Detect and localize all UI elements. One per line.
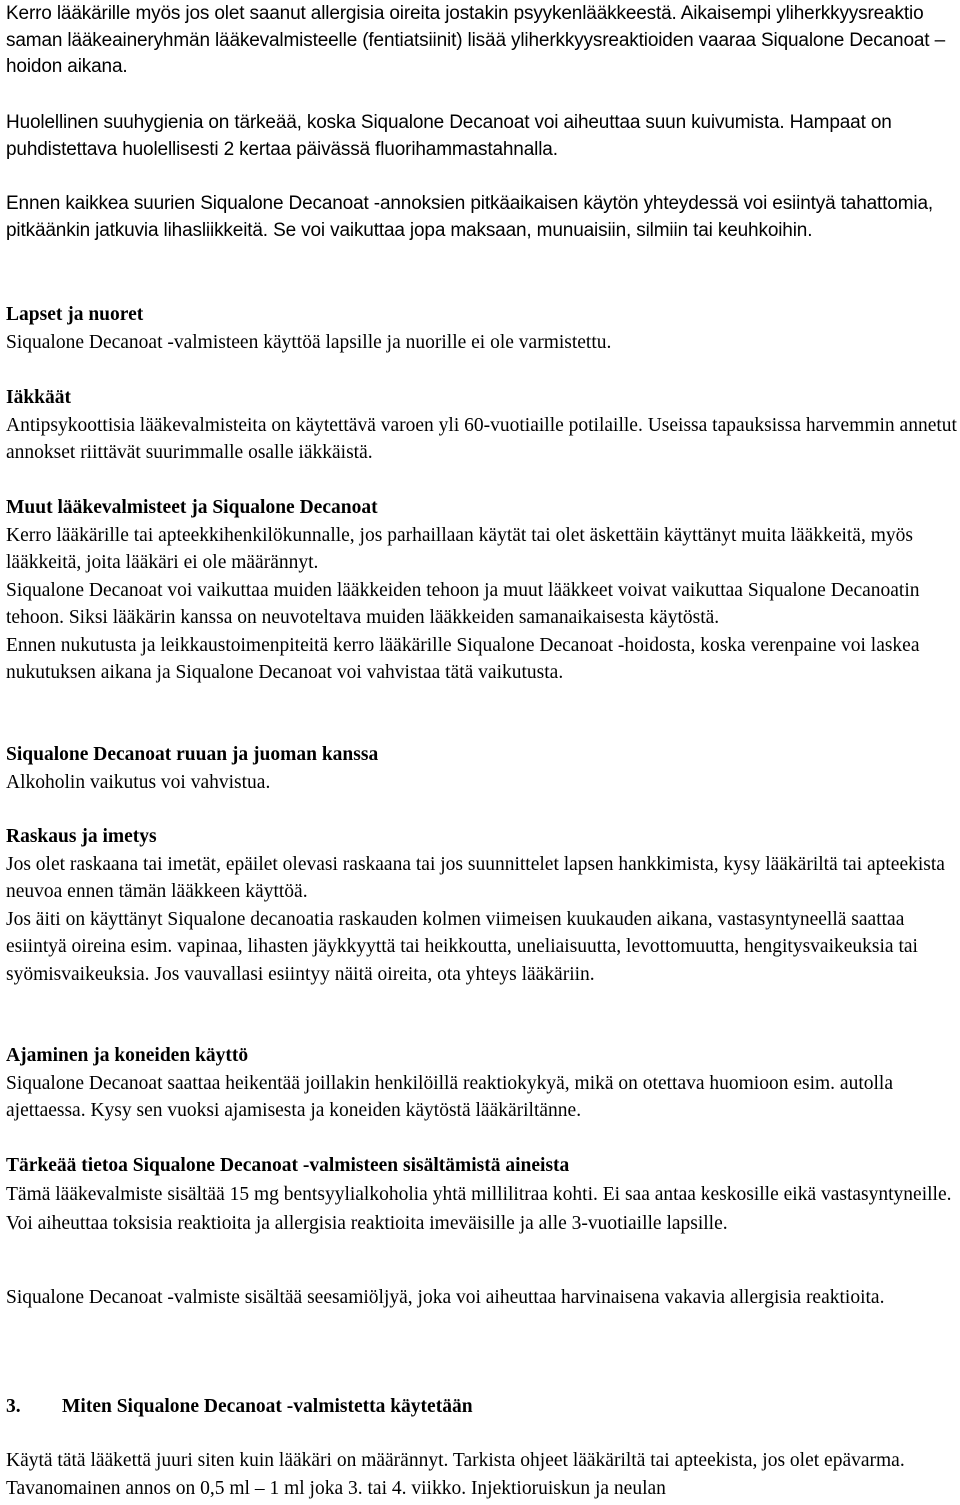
food-text: Alkoholin vaikutus voi vahvistua. xyxy=(6,771,271,793)
ingredients-paragraph-2: Siqualone Decanoat -valmiste sisältää seesamiöljyä, joka voi aiheuttaa harvinaisena vakavia allergisia reaktioita. xyxy=(6,1287,885,1308)
section-3-text: Käytä tätä lääkettä juuri siten kuin lääkäri on määrännyt. Tarkista ohjeet lääkäriltä tai apteekista, jos olet epävarma. Tavanomainen annos on 0,5 ml – 1 ml joka 3. tai 4. viikko. Injektioruiskun ja neulan xyxy=(6,1450,905,1499)
intro-paragraph-oral-hygiene: Huolellinen suuhygienia on tärkeää, koska Siqualone Decanoat voi aiheuttaa suun kuivumista. Hampaat on puhdistettava huolellisesti 2 kertaa päivässä fluorihammastahnalla. xyxy=(6,112,892,160)
elderly-text: Antipsykoottisia lääkevalmisteita on käytettävä varoen yli 60-vuotiaille potilaille. Useissa tapauksissa harvemmin annetut annokset riittävät suurimmalle osalle iäkkäistä. xyxy=(6,414,957,463)
other-medicines-heading: Muut lääkevalmisteet ja Siqualone Decanoat xyxy=(6,497,378,518)
intro-paragraph-muscle-movements: Ennen kaikkea suurien Siqualone Decanoat -annoksien pitkäaikaisen käytön yhteydessä voi esiintyä tahattomia, pitkäänkin jatkuvia lihasliikkeitä. Se voi vaikuttaa jopa maksaan, munuaisiin, silmiin tai keuhkoihin. xyxy=(6,193,933,241)
other-medicines-paragraph-2: Siqualone Decanoat voi vaikuttaa muiden lääkkeiden tehoon ja muut lääkkeet voivat vaikuttaa Siqualone Decanoatin tehoon. Siksi lääkärin kanssa on neuvoteltava muiden lääkkeiden samanaikaisesta käytöstä. xyxy=(6,579,920,628)
section-elderly xyxy=(6,384,958,467)
pregnancy-heading: Raskaus ja imetys xyxy=(6,826,157,847)
children-heading: Lapset ja nuoret xyxy=(6,304,144,325)
section-food-drink xyxy=(6,741,958,796)
other-medicines-paragraph-3: Ennen nukutusta ja leikkaustoimenpiteitä kerro lääkärille Siqualone Decanoat -hoidosta, koska verenpaine voi laskea nukutuksen aikana ja Siqualone Decanoat voi vahvistaa tätä vaikutusta. xyxy=(6,634,920,683)
driving-text: Siqualone Decanoat saattaa heikentää joillakin henkilöillä reaktiokykyä, mikä on otettava huomioon esim. autolla ajettaessa. Kysy sen vuoksi ajamisesta ja koneiden käytöstä lääkäriltänne. xyxy=(6,1072,893,1121)
section-3-heading xyxy=(6,1393,958,1421)
driving-heading: Ajaminen ja koneiden käyttö xyxy=(6,1045,249,1066)
section-3-title: Miten Siqualone Decanoat -valmistetta käytetään xyxy=(62,1396,473,1417)
section-pregnancy xyxy=(6,823,958,988)
ingredients-heading: Tärkeää tietoa Siqualone Decanoat -valmisteen sisältämistä aineista xyxy=(6,1155,570,1176)
ingredients-paragraph-1: Tämä lääkevalmiste sisältää 15 mg bentsyylialkoholia yhtä millilitraa kohti. Ei saa antaa keskosille eikä vastasyntyneille. Voi aiheuttaa toksisia reaktioita ja allergisia reaktioita imeväisille ja alle 3-vuotiaille lapsille. xyxy=(6,1183,952,1234)
other-medicines-paragraph-1: Kerro lääkärille tai apteekkihenkilökunnalle, jos parhaillaan käytät tai olet äskettäin käyttänyt muita lääkkeitä, myös lääkkeitä, joita lääkäri ei ole määrännyt. xyxy=(6,524,913,573)
section-driving xyxy=(6,1042,958,1125)
children-text: Siqualone Decanoat -valmisteen käyttöä lapsille ja nuorille ei ole varmistettu. xyxy=(6,331,612,353)
section-3-number: 3. xyxy=(6,1396,21,1417)
food-heading: Siqualone Decanoat ruuan ja juoman kanssa xyxy=(6,744,379,765)
section-children xyxy=(6,301,958,356)
section-other-medicines xyxy=(6,494,958,687)
pregnancy-paragraph-1: Jos olet raskaana tai imetät, epäilet olevasi raskaana tai jos suunnittelet lapsen hankkimista, kysy lääkäriltä tai apteekista neuvoa ennen tämän lääkkeen käyttöä. xyxy=(6,853,945,902)
intro-paragraph-allergy: Kerro lääkärille myös jos olet saanut allergisia oireita jostakin psyykenlääkkeestä. Aikaisempi yliherkkyysreaktio saman lääkeaineryhmän lääkevalmisteelle (fentiatsiinit) lisää yliherkkyysreaktioiden vaaraa Siqualone Decanoat –hoidon aikana. xyxy=(6,3,945,77)
pregnancy-paragraph-2: Jos äiti on käyttänyt Siqualone decanoatia raskauden kolmen viimeisen kuukauden aikana, vastasyntyneellä saattaa esiintyä oireina esim. vapinaa, lihasten jäykkyyttä tai heikkoutta, uneliaisuutta, levottomuutta, hengitysvaikeuksia tai syömisvaikeuksia. Jos vauvallasi esiintyy näitä oireita, ota yhteys lääkäriin. xyxy=(6,908,918,985)
section-ingredients xyxy=(6,1152,958,1238)
elderly-heading: Iäkkäät xyxy=(6,387,72,408)
